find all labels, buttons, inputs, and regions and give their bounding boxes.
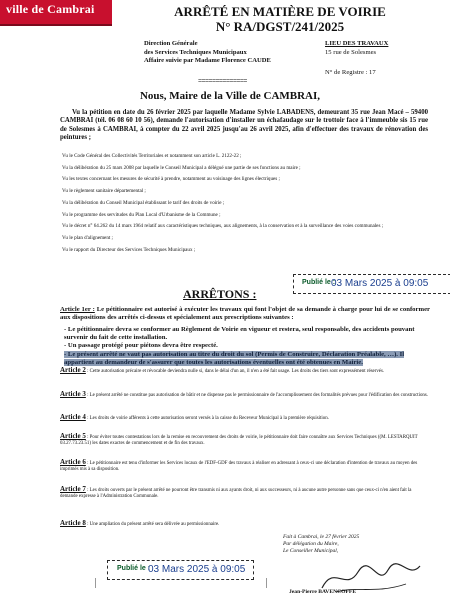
article-label: Article 2	[60, 366, 86, 374]
published-stamp	[293, 274, 450, 294]
article-1	[60, 306, 430, 322]
article-5	[60, 433, 430, 447]
document-title: ARRÊTÉ EN MATIÈRE DE VOIRIE	[174, 4, 386, 19]
vu-item: Vu les textes concernant les mesures de sécurité à prendre, notamment au voisinage des lignes électriques ;	[62, 176, 280, 183]
location-address: 15 rue de Solesmes	[325, 48, 377, 56]
article-text: : Une ampliation du présent arrêté sera délivrée au permissionnaire.	[87, 522, 220, 527]
article-text: : Le pétitionnaire est tenu d'informer les Services locaux de l'EDF-GDF des travaux à réaliser en adressant à ceux-ci une déclaration d'intention de travaux au moyen des imprimés mis à sa disposition.	[60, 461, 418, 473]
vu-item: Vu le programme des servitudes du Plan Local d'Urbanisme de la Commune ;	[62, 211, 221, 218]
vu-item: Vu le Code Général des Collectivités Territoriales et notamment son article L. 2122-22 ;	[62, 153, 242, 159]
article-1-label: Article 1er :	[60, 306, 95, 313]
document-number: N° RA/DGST/241/2025	[215, 19, 345, 34]
vu-item: Vu le règlement sanitaire départemental ;	[62, 188, 146, 195]
published-label: Publié le :	[302, 279, 336, 286]
vu-item: Vu la délibération du 25 mars 2008 par laquelle le Conseil Municipal a délégué une partie de ses fonctions au maire ;	[62, 164, 301, 171]
signature-delegation: Par délégation du Maire,	[283, 541, 339, 547]
registre-number: N° de Registre : 17	[325, 69, 376, 76]
article-text: : Pour éviter toutes contestations lors de la remise en recouvrement des droits de voirie, le pétitionnaire doit faire connaître aux Services Techniques ((M. LESTARQUIT 03.27.73.23.51) les dates exactes de commencement et de fin des travaux.	[60, 435, 418, 447]
intro-paragraph: Vu la pétition en date du 26 février 2025 par laquelle Madame Sylvie LABADENS, demeurant 35 rue Jean Macé – 59400 CAMBRAI (tél. 06 08 60 10 56), demande l'autorisation d'installer un échafaudage sur le trottoir face à l'immeuble sis 15 rue de Solesmes à CAMBRAI, à compter du 22 avril 2025 jusqu'au 26 avril 2025, afin d'effectuer des travaux de rénovation des peintures ;	[60, 109, 428, 142]
vus-list	[62, 153, 428, 258]
city-logo-text: ville de Cambrai	[6, 2, 95, 16]
article-text: : Les droits de voirie afférents à cette autorisation seront versés à la caisse du Receveur Municipal à la première réquisition.	[87, 416, 329, 421]
article-7	[60, 486, 430, 500]
article-1-bullets	[64, 326, 426, 367]
location-heading: LIEU DES TRAVAUX	[325, 40, 389, 47]
published-stamp-bottom	[107, 560, 254, 580]
signature-role: Le Conseiller Municipal,	[283, 548, 339, 554]
nous-heading: Nous, Maire de la Ville de CAMBRAI,	[139, 90, 321, 102]
article-label: Article 6	[60, 458, 86, 466]
direction-line-3: Affaire suivie par Madame Florence CAUDE	[144, 57, 271, 65]
signature-date: Fait à Cambrai, le 27 février 2025	[283, 534, 360, 540]
article-6	[60, 459, 430, 473]
article-label: Article 3	[60, 390, 86, 398]
vu-item: Vu le rapport du Directeur des Services Techniques Municipaux ;	[62, 246, 196, 253]
article-4	[60, 414, 430, 422]
article-1-bullet: - Un passage protégé pour piétons devra être respecté.	[64, 342, 218, 350]
vu-item: Vu la délibération du Conseil Municipal établissant le tarif des droits de voirie ;	[62, 199, 225, 206]
published-date: 03 Mars 2025 à 09:05	[148, 564, 246, 575]
signature-block	[283, 534, 359, 555]
highlighted-text: - Le présent arrêté ne vaut pas autorisation au titre du droit du sol (Permis de Construire, Déclaration Préalable, …). Il appartient au demandeur de s'assurer que toutes les autorisations éventuelles ont été obtenues en Mairie.	[64, 350, 405, 366]
article-1-highlighted-bullet	[64, 351, 426, 367]
logo-underline	[0, 24, 112, 26]
article-text: : Les droits ouverts par le présent arrêté ne pourront être transmis ni aux ayants droit, ni aux successeurs, ni à aucune autre personne sans que ceux-ci n'en aient fait la demande expresse à l'Administration Communale.	[60, 488, 412, 500]
arretons-heading: ARRÊTONS :	[183, 287, 257, 301]
signatory-name: Jean-Pierre BAVENCOFFE	[289, 589, 357, 595]
direction-line-1: Direction Générale	[144, 40, 198, 47]
vu-item: Vu le plan d'alignement ;	[62, 234, 113, 241]
article-label: Article 4	[60, 413, 86, 421]
article-label: Article 8	[60, 519, 86, 527]
direction-block	[144, 40, 271, 66]
separator: ==============	[198, 77, 247, 85]
article-1-text: Le pétitionnaire est autorisé à exécuter les travaux qui font l'objet de sa demande à charge pour lui de se conformer aux dispositions des arrêtés ci-dessus et spécialement aux prescriptions suivantes :	[60, 306, 430, 322]
published-label: Publié le :	[117, 565, 151, 572]
vu-item: Vu le décret n° 64.262 du 14 mars 1964 relatif aux caractéristiques techniques, aux alignements, à la conservation et à la surveillance des voies communales ;	[62, 223, 384, 230]
article-label: Article 7	[60, 485, 86, 493]
article-1-bullet: - Le pétitionnaire devra se conformer au Règlement de Voirie en vigueur et restera, seul responsable, des accidents pouvant survenir du fait de cette installation.	[64, 326, 415, 342]
article-text: : Le présent arrêté ne constitue pas autorisation de bâtir et ne dispense pas le permissionnaire de l'accomplissement des formalités prévues pour l'édification des constructions.	[87, 393, 428, 398]
direction-line-2: des Services Techniques Municipaux	[144, 48, 247, 56]
article-8	[60, 520, 430, 528]
article-text: : Cette autorisation précaire et révocable deviendra nulle si, dans le délai d'un an, il n'en a été fait usage. Les droits des tiers sont expressément réservés.	[87, 369, 385, 374]
article-label: Article 5	[60, 432, 86, 440]
published-date: 03 Mars 2025 à 09:05	[331, 278, 429, 289]
location-block	[325, 40, 388, 57]
article-3	[60, 391, 430, 399]
article-2	[60, 367, 430, 375]
